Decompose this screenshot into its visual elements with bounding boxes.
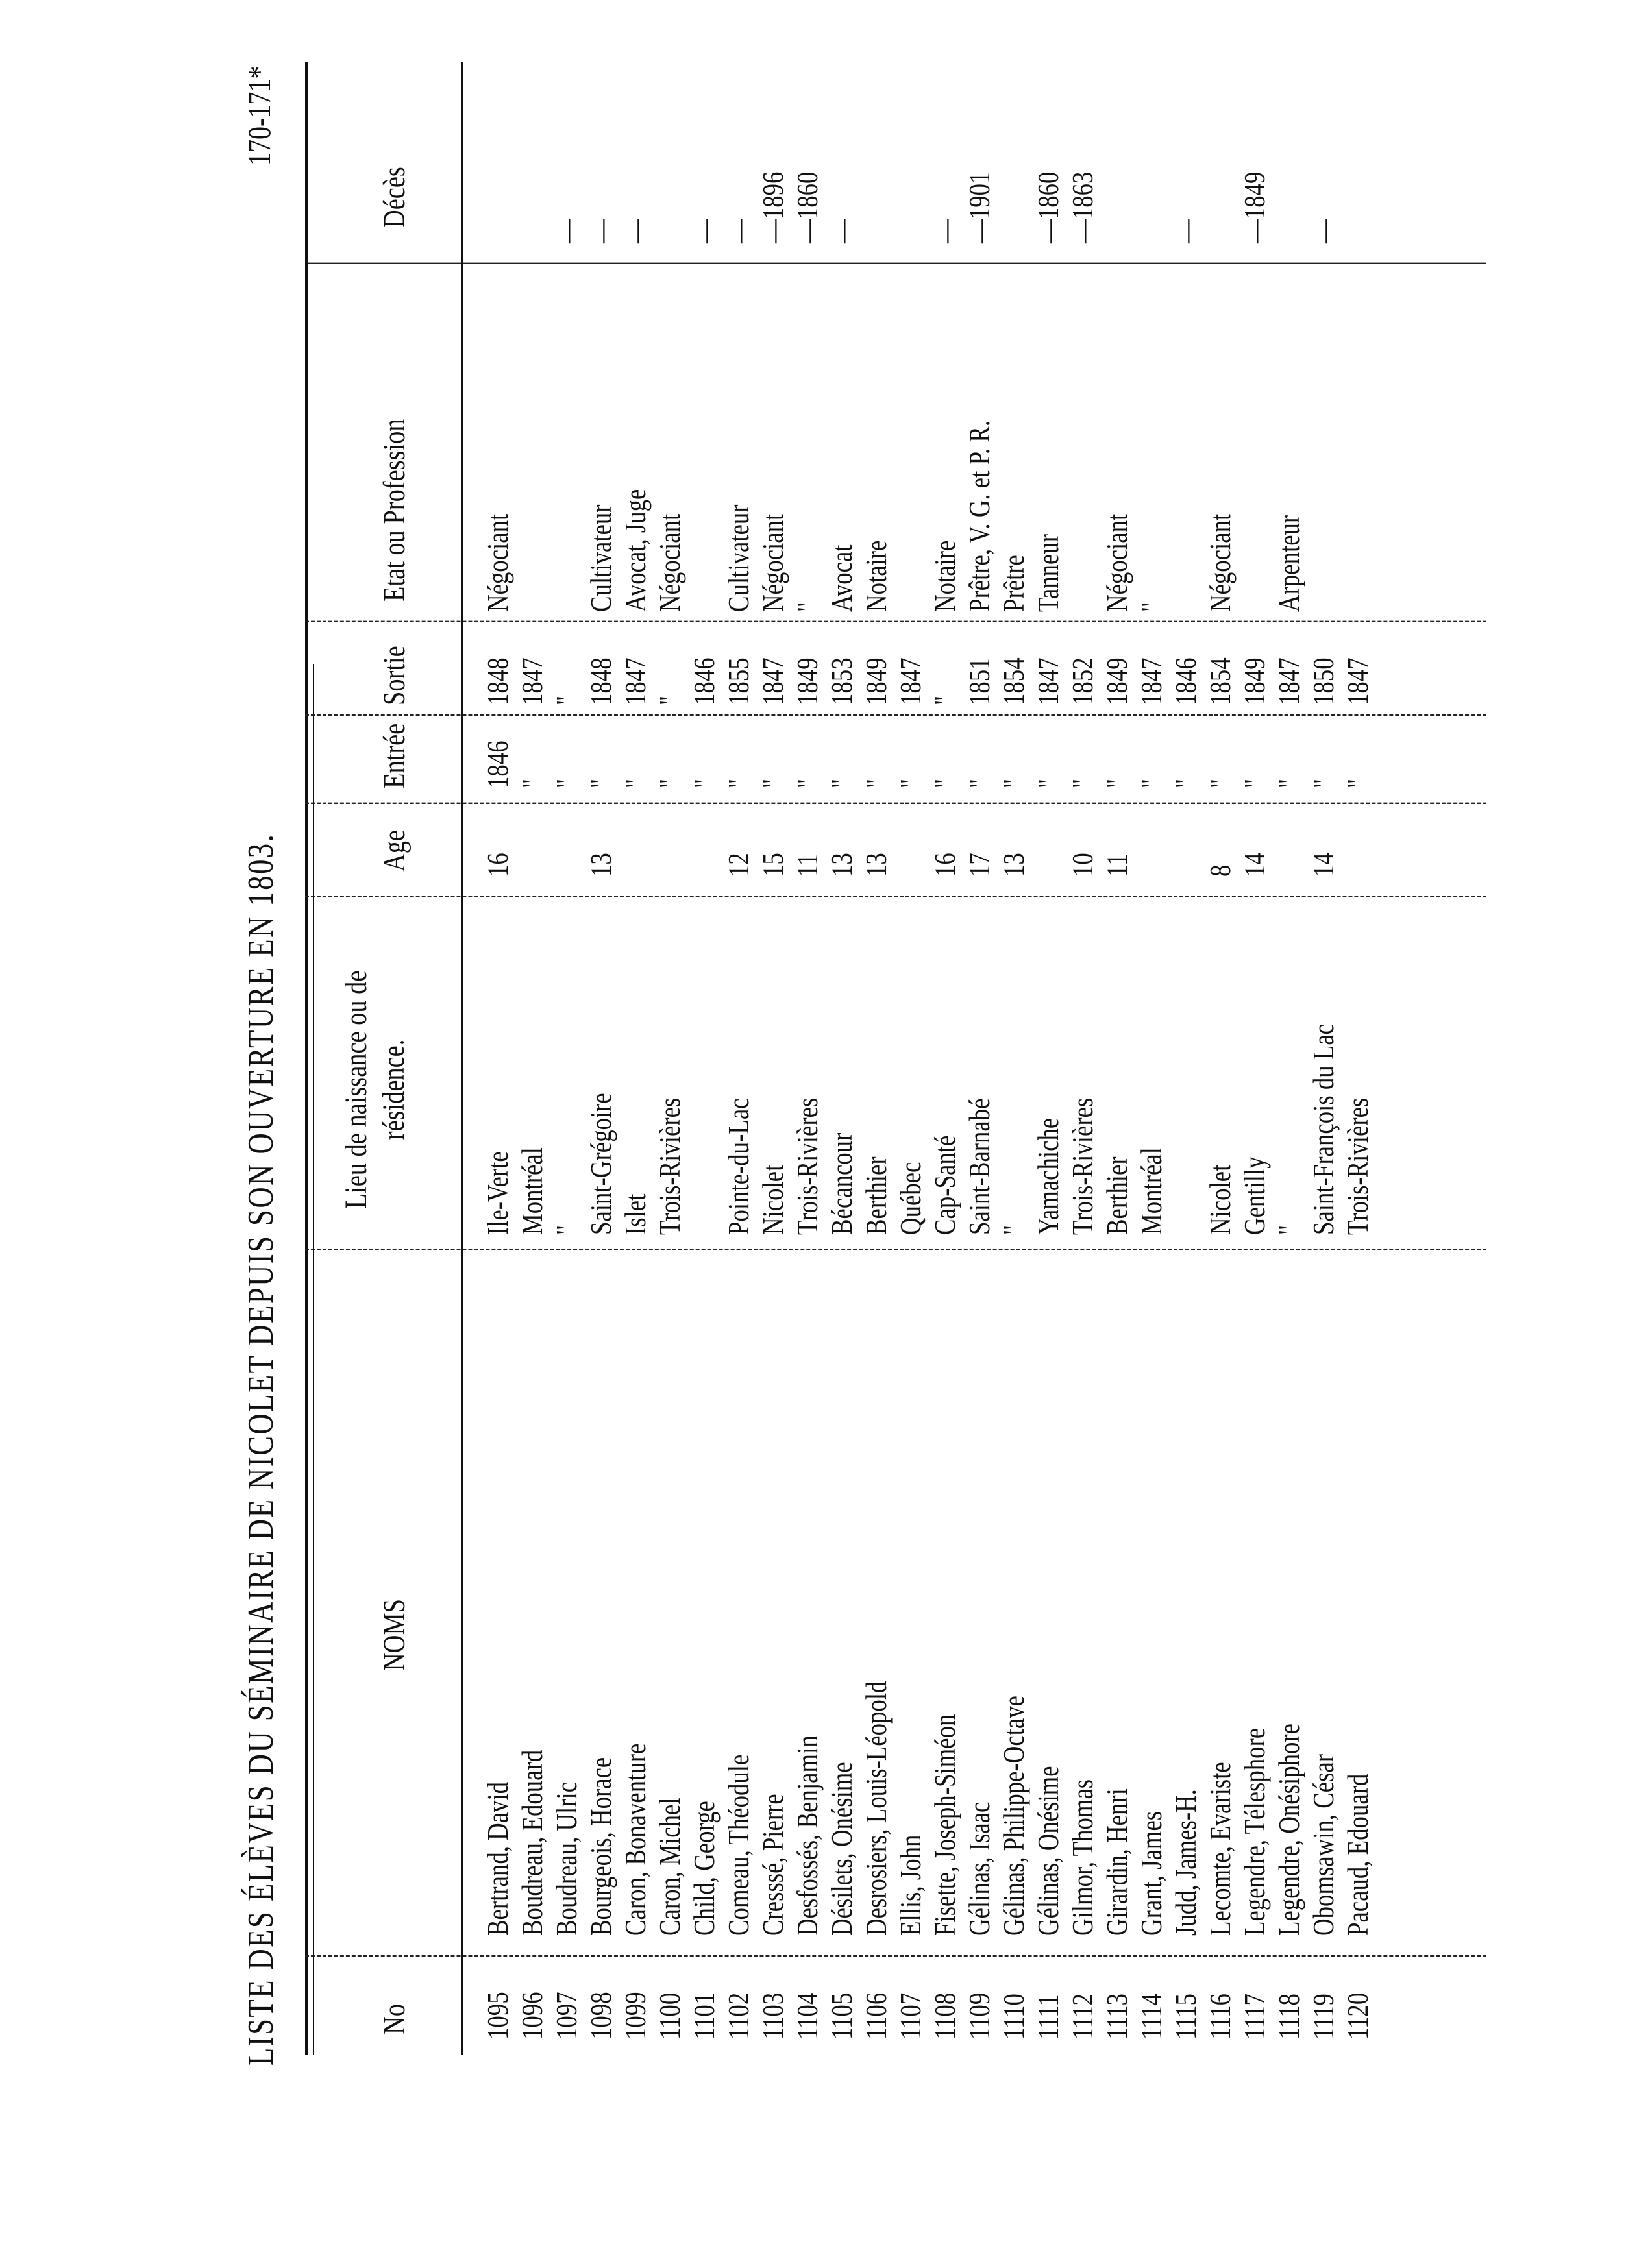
- cell-entree: ": [1066, 778, 1099, 788]
- cell-entree: ": [550, 778, 583, 788]
- cell-no: 1119: [1307, 1994, 1340, 2040]
- cell-entree: ": [515, 778, 548, 788]
- cell-sortie: 1855: [722, 657, 755, 705]
- cell-entree: ": [619, 778, 652, 788]
- cell-lieu: Cap-Santé: [928, 1135, 961, 1235]
- cell-entree: ": [825, 778, 858, 788]
- cell-entree: ": [1135, 778, 1168, 788]
- table-row-right: [824, 0, 859, 2268]
- cell-sortie: 1850: [1307, 657, 1340, 705]
- cell-lieu: Trois-Rivières: [653, 1097, 686, 1235]
- cell-entree: ": [791, 778, 824, 788]
- cell-entree: ": [963, 778, 996, 788]
- cell-etat: ": [1135, 602, 1168, 612]
- cell-entree: ": [997, 778, 1030, 788]
- cell-lieu: ": [997, 1225, 1030, 1235]
- cell-nom: Child, George: [687, 1801, 721, 1936]
- cell-no: 1107: [894, 1992, 927, 2040]
- header-no: No: [377, 2004, 412, 2034]
- cell-nom: Gilmor, Thomas: [1066, 1779, 1099, 1936]
- cell-age: 16: [481, 853, 514, 877]
- cell-sortie: 1847: [1341, 657, 1374, 705]
- cell-no: 1097: [550, 1992, 583, 2040]
- cell-age: 11: [1100, 853, 1133, 877]
- cell-age: 13: [859, 853, 893, 877]
- cell-no: 1116: [1203, 1994, 1237, 2040]
- cell-deces: —1860: [1031, 171, 1065, 243]
- cell-lieu: Saint-Barnabé: [963, 1098, 996, 1235]
- cell-sortie: 1847: [756, 657, 789, 705]
- cell-lieu: Islet: [619, 1193, 652, 1235]
- cell-sortie: 1846: [687, 657, 721, 705]
- cell-nom: Desfossés, Benjamin: [791, 1735, 824, 1936]
- cell-nom: Lecomte, Evariste: [1203, 1762, 1237, 1936]
- cell-age: 8: [1203, 864, 1237, 877]
- cell-etat: Avocat: [825, 544, 858, 612]
- cell-etat: Prêtre: [997, 555, 1030, 612]
- cell-lieu: Nicolet: [756, 1164, 789, 1235]
- cell-lieu: Trois-Rivières: [1341, 1097, 1374, 1235]
- cell-etat: Avocat, Juge: [619, 489, 652, 612]
- cell-age: 11: [791, 853, 824, 877]
- cell-lieu: Pointe-du-Lac: [722, 1098, 755, 1235]
- cell-sortie: 1849: [1100, 657, 1133, 705]
- cell-deces: —: [928, 219, 961, 243]
- cell-sortie: 1849: [859, 657, 893, 705]
- cell-etat: Cultivateur: [722, 504, 755, 612]
- cell-entree: ": [1203, 778, 1237, 788]
- cell-no: 1099: [619, 1992, 652, 2040]
- table-row-right: [1031, 0, 1065, 2268]
- header-noms: NOMS: [377, 1599, 412, 1671]
- cell-etat: Négociant: [756, 513, 789, 612]
- cell-lieu: Trois-Rivières: [1066, 1097, 1099, 1235]
- table-row-right: [996, 0, 1031, 2268]
- table-row-right: [893, 0, 928, 2268]
- table-row-right: [1100, 0, 1134, 2268]
- cell-sortie: 1849: [1238, 657, 1271, 705]
- cell-no: 1110: [997, 1994, 1030, 2040]
- cell-etat: Cultivateur: [584, 504, 617, 612]
- cell-lieu: ": [550, 1225, 583, 1235]
- table-row-right: [687, 0, 721, 2268]
- table-row-right: [1203, 0, 1237, 2268]
- cell-nom: Caron, Michel: [653, 1798, 686, 1936]
- cell-no: 1117: [1238, 1994, 1271, 2040]
- cell-deces: —: [687, 219, 721, 243]
- header-lieu: Lieu de naissance ou de résidence.: [339, 970, 411, 1209]
- cell-no: 1106: [859, 1992, 893, 2040]
- cell-nom: Pacaud, Edouard: [1341, 1774, 1374, 1936]
- cell-entree: 1846: [481, 740, 514, 788]
- cell-nom: Bertrand, David: [481, 1781, 514, 1936]
- page-reference: 170-171*: [241, 66, 277, 165]
- cell-lieu: Yamachiche: [1031, 1117, 1065, 1235]
- cell-nom: Boudreau, Ulric: [550, 1781, 583, 1936]
- cell-no: 1111: [1031, 1994, 1065, 2040]
- cell-nom: Obomsawin, César: [1307, 1753, 1340, 1936]
- cell-etat: Notaire: [859, 540, 893, 612]
- cell-nom: Gélinas, Isaac: [963, 1801, 996, 1936]
- cell-entree: ": [584, 778, 617, 788]
- cell-entree: ": [1272, 778, 1305, 788]
- cell-lieu: Bécancour: [825, 1132, 858, 1235]
- cell-entree: ": [1100, 778, 1133, 788]
- cell-entree: ": [1238, 778, 1271, 788]
- cell-etat: Arpenteur: [1272, 515, 1305, 612]
- cell-no: 1120: [1341, 1992, 1374, 2040]
- cell-sortie: 1847: [894, 657, 927, 705]
- header-age: Age: [377, 830, 412, 872]
- table-row-right: [721, 0, 756, 2268]
- cell-age: 14: [1307, 853, 1340, 877]
- cell-deces: —: [550, 219, 583, 243]
- cell-deces: —1901: [963, 171, 996, 243]
- cell-deces: —: [619, 219, 652, 243]
- table-row-right: [1065, 0, 1100, 2268]
- cell-nom: Legendre, Onésiphore: [1272, 1724, 1305, 1936]
- header-sortie: Sortie: [377, 646, 412, 705]
- cell-deces: —: [1307, 219, 1340, 243]
- header-etat: Etat ou Profession: [377, 419, 412, 602]
- cell-etat: Tanneur: [1031, 533, 1065, 612]
- cell-nom: Bourgeois, Horace: [584, 1757, 617, 1936]
- cell-no: 1096: [515, 1992, 548, 2040]
- cell-nom: Comeau, Théodule: [722, 1754, 755, 1936]
- cell-age: 13: [584, 853, 617, 877]
- table-top-rule-right: [305, 62, 308, 664]
- table-body-right: [480, 0, 1375, 2268]
- cell-deces: —1849: [1238, 171, 1271, 243]
- cell-sortie: 1854: [1203, 657, 1237, 705]
- cell-age: 13: [997, 853, 1030, 877]
- cell-nom: Désilets, Onésime: [825, 1762, 858, 1936]
- cell-entree: ": [756, 778, 789, 788]
- cell-no: 1115: [1169, 1994, 1202, 2040]
- cell-etat: ": [791, 602, 824, 612]
- cell-sortie: 1847: [619, 657, 652, 705]
- cell-no: 1118: [1272, 1994, 1305, 2040]
- cell-no: 1112: [1066, 1994, 1099, 2040]
- table-row-right: [756, 0, 790, 2268]
- cell-age: 17: [963, 853, 996, 877]
- cell-nom: Boudreau, Edouard: [515, 1750, 548, 1936]
- cell-nom: Gélinas, Philippe-Octave: [997, 1696, 1030, 1936]
- cell-sortie: 1847: [515, 657, 548, 705]
- rotated-page-right: [0, 167, 1626, 2268]
- cell-lieu: Saint-Grégoire: [584, 1093, 617, 1235]
- header-deces: Décès: [377, 167, 412, 228]
- cell-nom: Grant, James: [1135, 1811, 1168, 1936]
- cell-lieu: ": [1272, 1225, 1305, 1235]
- table-row-right: [480, 0, 515, 2268]
- cell-sortie: ": [928, 695, 961, 705]
- cell-nom: Judd, James-H.: [1169, 1789, 1202, 1936]
- cell-entree: ": [1169, 778, 1202, 788]
- table-row-right: [549, 0, 584, 2268]
- cell-sortie: 1848: [481, 657, 514, 705]
- header-entree: Entrée: [377, 723, 412, 788]
- cell-sortie: 1853: [825, 657, 858, 705]
- cell-entree: ": [687, 778, 721, 788]
- cell-deces: —: [722, 219, 755, 243]
- cell-deces: —: [584, 219, 617, 243]
- table-row-right: [962, 0, 996, 2268]
- cell-sortie: ": [550, 695, 583, 705]
- cell-no: 1098: [584, 1992, 617, 2040]
- header-bottom-rule-right: [461, 62, 463, 664]
- table-row-right: [1168, 0, 1203, 2268]
- cell-entree: ": [1341, 778, 1374, 788]
- cell-age: 14: [1238, 853, 1271, 877]
- cell-etat: Négociant: [1203, 513, 1237, 612]
- cell-age: 13: [825, 853, 858, 877]
- table-row-right: [652, 0, 687, 2268]
- table-row-right: [618, 0, 652, 2268]
- cell-nom: Girardin, Henri: [1100, 1788, 1133, 1936]
- table-row-right: [928, 0, 962, 2268]
- cell-entree: ": [928, 778, 961, 788]
- cell-nom: Desrosiers, Louis-Léopold: [859, 1681, 893, 1936]
- cell-sortie: 1847: [1135, 657, 1168, 705]
- cell-no: 1101: [687, 1992, 721, 2040]
- cell-deces: —: [1169, 219, 1202, 243]
- cell-nom: Caron, Bonaventure: [619, 1743, 652, 1936]
- cell-age: 10: [1066, 853, 1099, 877]
- cell-lieu: Trois-Rivières: [791, 1097, 824, 1235]
- cell-deces: —: [825, 219, 858, 243]
- cell-etat: Notaire: [928, 540, 961, 612]
- cell-nom: Gélinas, Onésime: [1031, 1766, 1065, 1936]
- col-sep-etat: [305, 263, 1486, 264]
- cell-sortie: 1854: [997, 657, 1030, 705]
- cell-deces: —1860: [791, 171, 824, 243]
- cell-lieu: Saint-François du Lac: [1307, 1024, 1340, 1235]
- cell-no: 1102: [722, 1992, 755, 2040]
- cell-etat: Prêtre, V. G. et P. R.: [963, 420, 996, 612]
- cell-no: 1108: [928, 1992, 961, 2040]
- table-row-right: [584, 0, 618, 2268]
- cell-sortie: 1852: [1066, 657, 1099, 705]
- cell-sortie: 1847: [1272, 657, 1305, 705]
- cell-age: 15: [756, 853, 789, 877]
- cell-sortie: 1849: [791, 657, 824, 705]
- table-row-right: [859, 0, 893, 2268]
- table-row-right: [1237, 0, 1272, 2268]
- cell-lieu: Québec: [894, 1162, 927, 1235]
- cell-sortie: ": [653, 695, 686, 705]
- cell-no: 1109: [963, 1992, 996, 2040]
- table-row-right: [1272, 0, 1306, 2268]
- cell-age: 12: [722, 853, 755, 877]
- cell-entree: ": [894, 778, 927, 788]
- cell-no: 1103: [756, 1992, 789, 2040]
- cell-etat: Négociant: [1100, 513, 1133, 612]
- cell-nom: Ellis, John: [894, 1835, 927, 1936]
- cell-no: 1104: [791, 1992, 824, 2040]
- table-row-right: [1134, 0, 1168, 2268]
- table-row-right: [515, 0, 549, 2268]
- cell-nom: Fisette, Joseph-Siméon: [928, 1714, 961, 1936]
- cell-etat: Négociant: [653, 513, 686, 612]
- cell-etat: Négociant: [481, 513, 514, 612]
- cell-deces: —1896: [756, 171, 789, 243]
- cell-lieu: Berthier: [859, 1156, 893, 1235]
- table-row-right: [1306, 0, 1340, 2268]
- page-title: LISTE DES ÉLÈVES DU SÉMINAIRE DE NICOLET DEPUIS SON OUVERTURE EN 1803.: [241, 833, 281, 2066]
- cell-lieu: Nicolet: [1203, 1164, 1237, 1235]
- cell-lieu: Montréal: [515, 1147, 548, 1235]
- cell-sortie: 1847: [1031, 657, 1065, 705]
- cell-no: 1100: [653, 1992, 686, 2040]
- cell-entree: ": [1307, 778, 1340, 788]
- table-row-right: [790, 0, 824, 2268]
- cell-lieu: Berthier: [1100, 1156, 1133, 1235]
- cell-no: 1114: [1135, 1994, 1168, 2040]
- cell-no: 1105: [825, 1992, 858, 2040]
- cell-age: 16: [928, 853, 961, 877]
- table-row-right: [1340, 0, 1375, 2268]
- cell-nom: Cresssé, Pierre: [756, 1794, 789, 1936]
- cell-lieu: Ile-Verte: [481, 1151, 514, 1235]
- cell-no: 1095: [481, 1992, 514, 2040]
- cell-deces: —1863: [1066, 171, 1099, 243]
- cell-entree: ": [653, 778, 686, 788]
- cell-sortie: 1848: [584, 657, 617, 705]
- cell-entree: ": [1031, 778, 1065, 788]
- cell-lieu: Montréal: [1135, 1147, 1168, 1235]
- cell-entree: ": [859, 778, 893, 788]
- cell-sortie: 1851: [963, 657, 996, 705]
- cell-lieu: Gentilly: [1238, 1156, 1271, 1235]
- cell-entree: ": [722, 778, 755, 788]
- cell-no: 1113: [1100, 1994, 1133, 2040]
- cell-nom: Legendre, Télesphore: [1238, 1727, 1271, 1936]
- cell-sortie: 1846: [1169, 657, 1202, 705]
